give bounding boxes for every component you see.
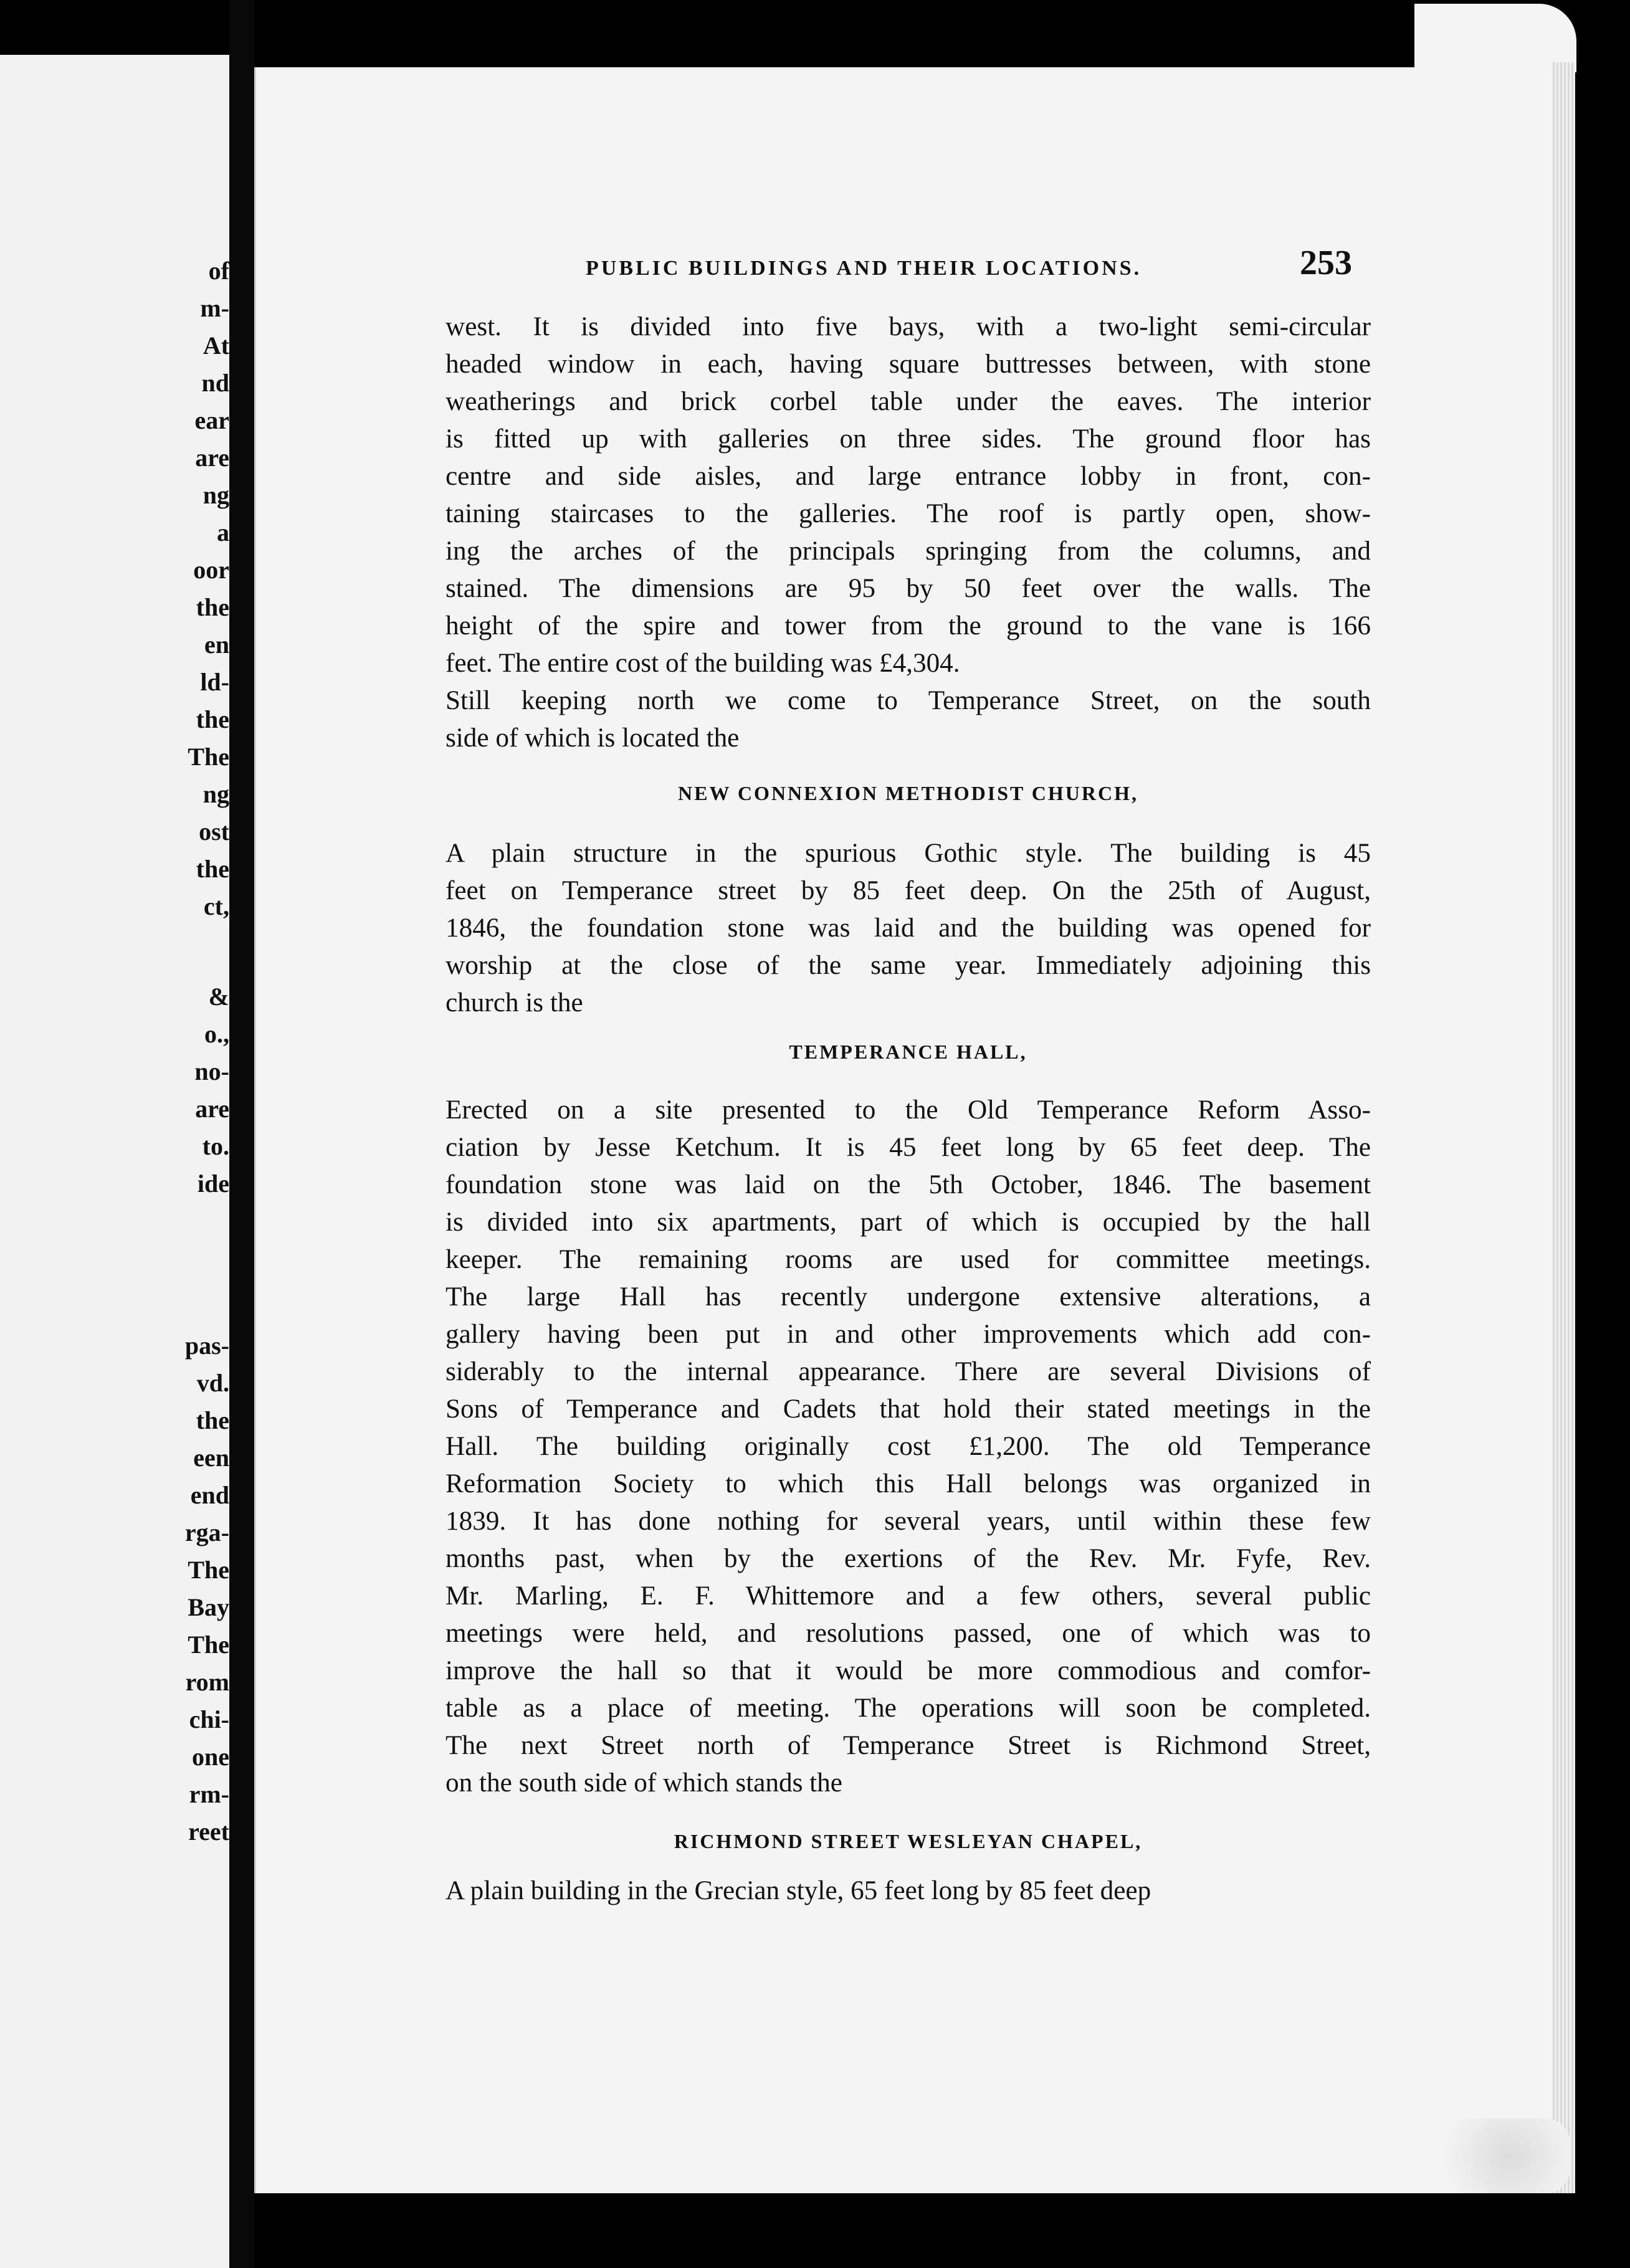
- facing-page-fragment: the: [196, 855, 229, 883]
- text-line: centre and side aisles, and large entrance lobby in front, con-: [446, 462, 1371, 491]
- facing-page-fragment: en: [204, 631, 229, 659]
- page-number: 253: [1300, 244, 1352, 282]
- text-line: gallery having been put in and other improvements which add con-: [446, 1320, 1371, 1349]
- text-line: The next Street north of Temperance Street is Richmond Street,: [446, 1731, 1371, 1760]
- text-line: siderably to the internal appearance. There are several Divisions of: [446, 1357, 1371, 1386]
- text-line: feet. The entire cost of the building was £4,304.: [446, 649, 960, 678]
- text-line: 1846, the foundation stone was laid and the building was opened for: [446, 913, 1371, 943]
- facing-page-fragment: een: [193, 1444, 229, 1472]
- text-line: feet on Temperance street by 85 feet deep. On the 25th of August,: [446, 876, 1371, 905]
- facing-page-fragment: rom: [185, 1668, 229, 1696]
- facing-page-fragment: The: [188, 1631, 229, 1659]
- facing-page-fragment: the: [196, 593, 229, 621]
- facing-page-fragment: the: [196, 1406, 229, 1434]
- text-line: A plain building in the Grecian style, 65 feet long by 85 feet deep: [446, 1876, 1151, 1905]
- facing-page-fragment: ng: [203, 780, 229, 808]
- facing-page-fragment: the: [196, 705, 229, 733]
- text-line: height of the spire and tower from the ground to the vane is 166: [446, 611, 1371, 641]
- paragraph: [446, 308, 1371, 682]
- book-gutter: [229, 0, 254, 2268]
- page-edges: [1553, 62, 1575, 2193]
- facing-page-fragment: The: [188, 743, 229, 771]
- facing-page-fragment: one: [192, 1743, 229, 1771]
- facing-page-fragment: o.,: [204, 1020, 229, 1048]
- section-heading: NEW CONNEXION METHODIST CHURCH,: [677, 782, 1138, 804]
- facing-page-fragment: chi-: [189, 1705, 229, 1733]
- facing-page-fragment: a: [217, 518, 229, 546]
- text-line: side of which is located the: [446, 723, 740, 753]
- text-line: 1839. It has done nothing for several years, until within these few: [446, 1507, 1371, 1536]
- paragraph: [446, 1872, 1371, 1910]
- text-line: Sons of Temperance and Cadets that hold their stated meetings in the: [446, 1394, 1371, 1424]
- text-line: Erected on a site presented to the Old Temperance Reform Asso-: [446, 1095, 1371, 1125]
- facing-page-fragment: &: [208, 983, 229, 1011]
- text-line: Hall. The building originally cost £1,200. The old Temperance: [446, 1432, 1371, 1461]
- facing-page-fragment: At: [203, 331, 229, 360]
- text-line: Reformation Society to which this Hall belongs was organized in: [446, 1469, 1371, 1498]
- facing-page-fragment: oor: [193, 556, 229, 584]
- facing-page-text-edge: [143, 55, 229, 2268]
- text-line: stained. The dimensions are 95 by 50 feet over the walls. The: [446, 574, 1371, 603]
- facing-page: [0, 55, 229, 2268]
- text-line: worship at the close of the same year. Immediately adjoining this: [446, 951, 1371, 980]
- facing-page-fragment: ide: [197, 1170, 229, 1198]
- facing-page-fragment: are: [195, 444, 229, 472]
- text-line: on the south side of which stands the: [446, 1768, 842, 1798]
- facing-page-fragment: rga-: [184, 1518, 229, 1546]
- text-line: taining staircases to the galleries. The roof is partly open, show-: [446, 499, 1371, 528]
- text-line: foundation stone was laid on the 5th October, 1846. The basement: [446, 1170, 1371, 1199]
- text-line: ing the arches of the principals springing from the columns, and: [446, 536, 1371, 566]
- text-line: Still keeping north we come to Temperance Street, on the south: [446, 686, 1371, 715]
- facing-page-fragment: ost: [199, 817, 229, 846]
- text-line: west. It is divided into five bays, with a two-light semi-circular: [446, 312, 1371, 341]
- text-line: Mr. Marling, E. F. Whittemore and a few others, several public: [446, 1581, 1371, 1611]
- text-line: headed window in each, having square buttresses between, with stone: [446, 350, 1371, 379]
- facing-page-fragment: end: [190, 1481, 229, 1509]
- facing-page-fragment: no-: [194, 1057, 229, 1085]
- text-line: keeper. The remaining rooms are used for committee meetings.: [446, 1245, 1371, 1274]
- facing-page-fragment: ear: [194, 406, 229, 434]
- facing-page-fragment: reet: [188, 1818, 229, 1846]
- facing-page-fragment: Bay: [188, 1593, 229, 1621]
- facing-page-fragment: to.: [202, 1132, 229, 1160]
- facing-page-fragment: nd: [201, 369, 229, 397]
- text-line: is divided into six apartments, part of which is occupied by the hall: [446, 1208, 1371, 1237]
- text-line: church is the: [446, 988, 583, 1017]
- facing-page-fragment: rm-: [189, 1780, 229, 1808]
- text-line: improve the hall so that it would be more commodious and comfor-: [446, 1656, 1371, 1685]
- text-line: is fitted up with galleries on three sides. The ground floor has: [446, 424, 1371, 454]
- text-line: ciation by Jesse Ketchum. It is 45 feet long by 65 feet deep. The: [446, 1133, 1371, 1162]
- facing-page-fragment: ld-: [200, 668, 229, 696]
- facing-page-fragment: of: [208, 257, 229, 285]
- text-line: meetings were held, and resolutions passed, one of which was to: [446, 1619, 1371, 1648]
- page-header: [449, 243, 1352, 280]
- facing-page-fragment: ct,: [203, 892, 229, 920]
- facing-page-fragment: pas-: [184, 1332, 229, 1360]
- facing-page-fragment: ng: [203, 481, 229, 509]
- facing-page-fragment: The: [188, 1556, 229, 1584]
- facing-page-fragment: are: [195, 1095, 229, 1123]
- page-corner: [1414, 4, 1576, 72]
- section-heading: RICHMOND STREET WESLEYAN CHAPEL,: [674, 1830, 1143, 1852]
- section-heading: TEMPERANCE HALL,: [789, 1041, 1027, 1063]
- text-line: A plain structure in the spurious Gothic style. The building is 45: [446, 839, 1371, 868]
- paragraph: [446, 835, 1371, 1022]
- facing-page-fragment: m-: [200, 294, 229, 322]
- paragraph: [446, 682, 1371, 757]
- page-stain: [1421, 2118, 1570, 2193]
- facing-page-fragment: vd.: [196, 1369, 229, 1397]
- paragraph: [446, 1092, 1371, 1802]
- text-line: weatherings and brick corbel table under the eaves. The interior: [446, 387, 1371, 416]
- running-head: PUBLIC BUILDINGS AND THEIR LOCATIONS.: [586, 257, 1142, 280]
- text-line: The large Hall has recently undergone extensive alterations, a: [446, 1282, 1371, 1312]
- text-line: months past, when by the exertions of the Rev. Mr. Fyfe, Rev.: [446, 1544, 1371, 1573]
- text-line: table as a place of meeting. The operations will soon be completed.: [446, 1694, 1371, 1723]
